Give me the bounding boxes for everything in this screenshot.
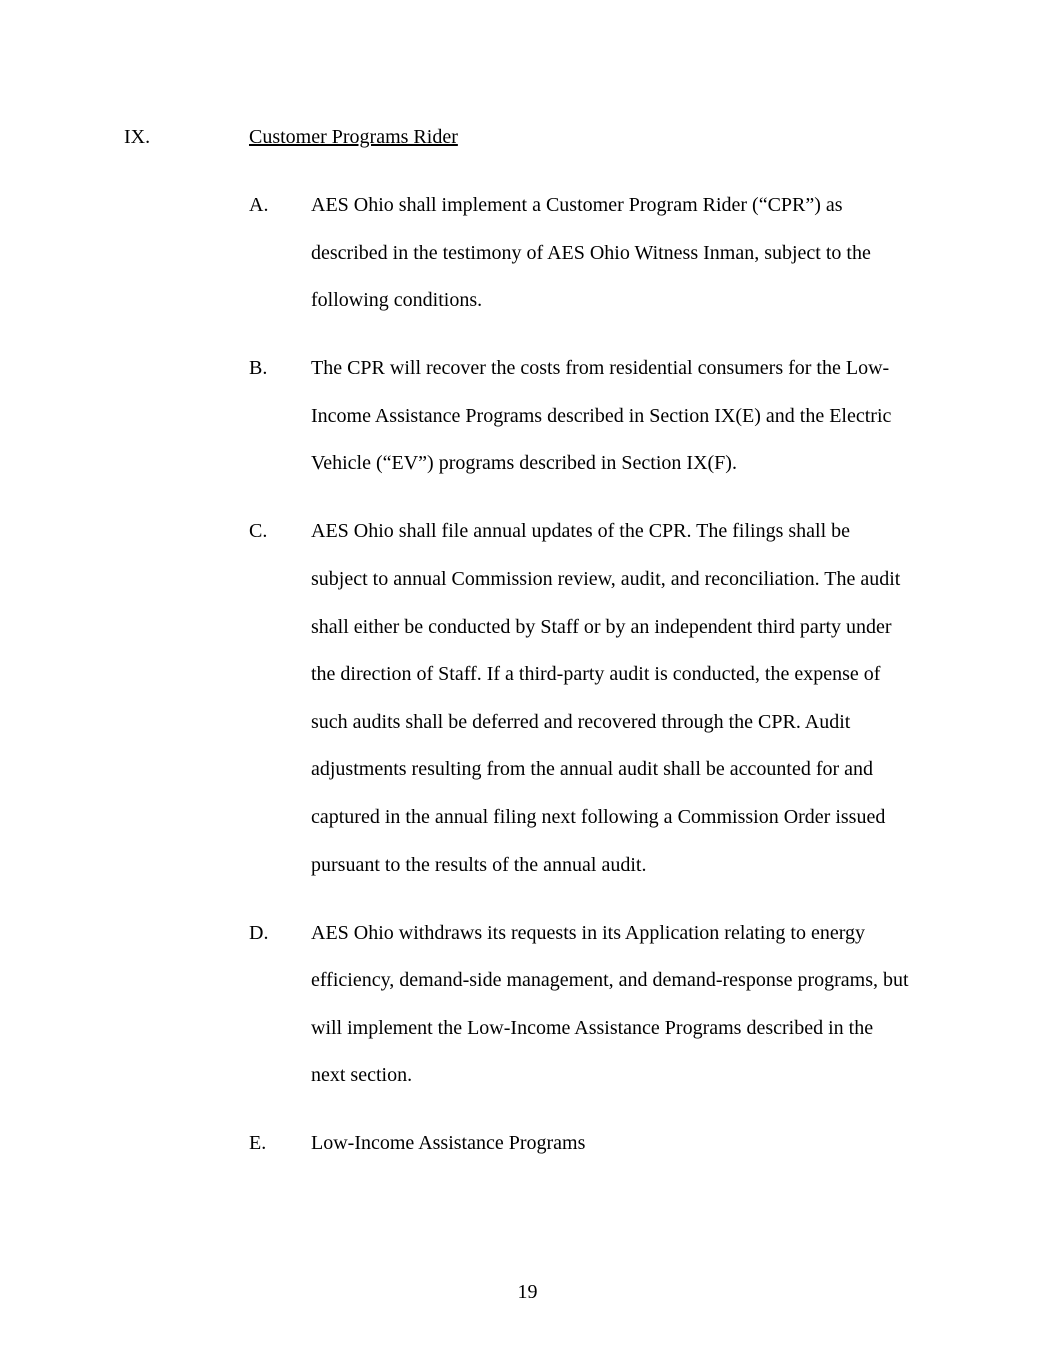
item-text-line: AES Ohio withdraws its requests in its Application relating to energy bbox=[311, 921, 866, 944]
page-number: 19 bbox=[517, 1281, 538, 1303]
item-letter: E. bbox=[249, 1132, 267, 1155]
item-text-line: efficiency, demand-side management, and demand-response programs, but bbox=[311, 969, 909, 992]
item-letter: C. bbox=[249, 520, 268, 543]
item-text-line: next section. bbox=[311, 1064, 413, 1087]
section-number: IX. bbox=[124, 126, 151, 148]
item-text-line: Vehicle (“EV”) programs described in Section IX(F). bbox=[311, 452, 737, 475]
item-text-line: will implement the Low-Income Assistance Programs described in the bbox=[311, 1016, 874, 1039]
item-text-line: the direction of Staff. If a third-party audit is conducted, the expense of bbox=[311, 663, 881, 686]
item-letter: B. bbox=[249, 357, 268, 380]
item-text-line: shall either be conducted by Staff or by an independent third party under bbox=[311, 615, 892, 638]
item-text-line: AES Ohio shall implement a Customer Program Rider (“CPR”) as bbox=[311, 194, 843, 216]
item-text-line: Low-Income Assistance Programs bbox=[311, 1132, 586, 1155]
item-text-line: described in the testimony of AES Ohio Witness Inman, subject to the bbox=[311, 241, 871, 264]
item-text-line: captured in the annual filing next following a Commission Order issued bbox=[311, 806, 886, 828]
item-text-line: such audits shall be deferred and recovered through the CPR. Audit bbox=[311, 710, 851, 733]
item-text-line: subject to annual Commission review, audit, and reconciliation. The audit bbox=[311, 568, 901, 590]
item-text-line: AES Ohio shall file annual updates of the CPR. The filings shall be bbox=[311, 520, 851, 543]
item-text-line: Income Assistance Programs described in Section IX(E) and the Electric bbox=[311, 404, 892, 427]
item-text-line: following conditions. bbox=[311, 289, 483, 312]
item-text-line: adjustments resulting from the annual audit shall be accounted for and bbox=[311, 758, 874, 781]
item-letter: D. bbox=[249, 921, 269, 944]
item-text-line: pursuant to the results of the annual audit. bbox=[311, 853, 647, 876]
item-text-line: The CPR will recover the costs from residential consumers for the Low- bbox=[311, 357, 890, 380]
section-title: Customer Programs Rider bbox=[249, 126, 458, 148]
item-letter: A. bbox=[249, 194, 269, 216]
